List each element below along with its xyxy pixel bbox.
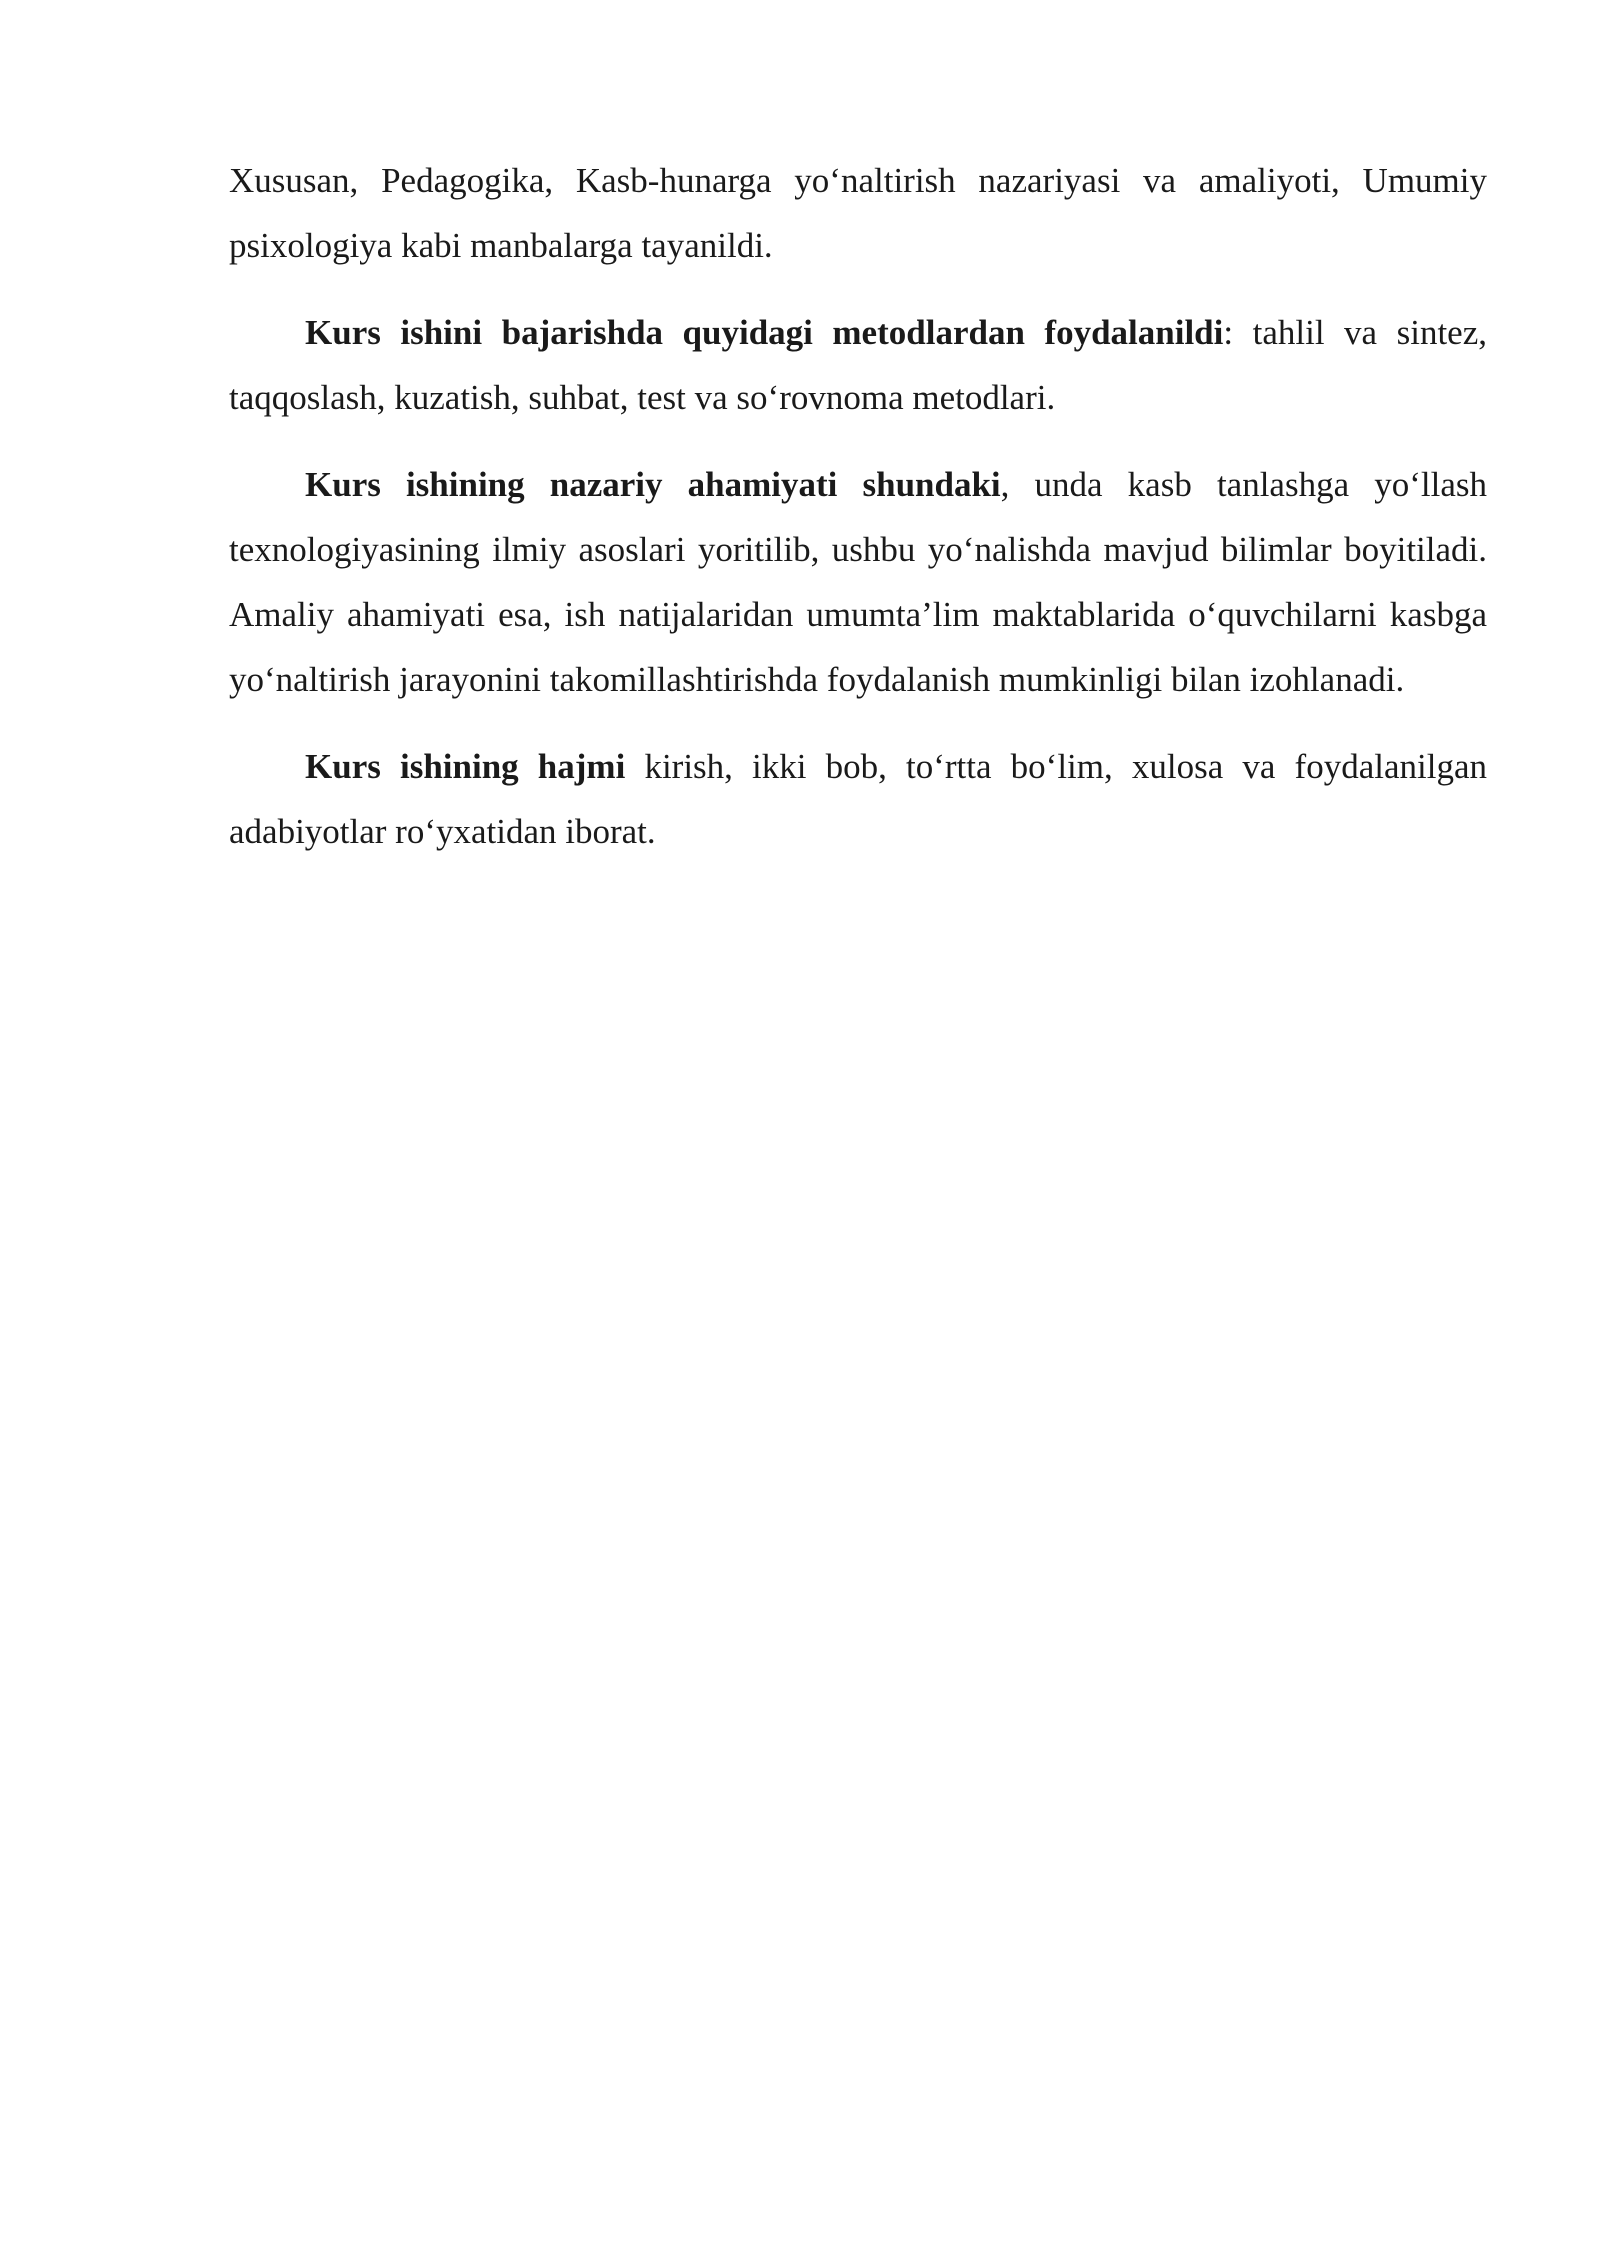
paragraph-lead: Kurs ishining nazariy ahamiyati shundaki xyxy=(305,465,1001,504)
paragraph-lead: Kurs ishini bajarishda quyidagi metodlardan foydalanildi xyxy=(305,313,1224,352)
paragraph-volume xyxy=(229,734,1487,864)
paragraph-text: : tahlil va sintez, taqqoslash, kuzatish, suhbat, test va so‘rovnoma metodlari. xyxy=(229,313,1487,417)
paragraph-text: kirish, ikki bob, to‘rtta bo‘lim, xulosa va foydalanilgan adabiyotlar ro‘yxatidan iborat. xyxy=(229,747,1487,851)
paragraph-lead: Kurs ishining hajmi xyxy=(305,747,626,786)
paragraph-significance xyxy=(229,452,1487,712)
paragraph-methods xyxy=(229,300,1487,430)
paragraph-text: Xususan, Pedagogika, Kasb-hunarga yo‘naltirish nazariyasi va amaliyoti, Umumiy psixologiya kabi manbalarga tayanildi. xyxy=(229,161,1487,265)
paragraph-sources xyxy=(229,148,1487,278)
paragraph-text: , unda kasb tanlashga yo‘llash texnologiyasining ilmiy asoslari yoritilib, ushbu yo‘nalishda mavjud bilimlar boyitiladi. Amaliy ahamiyati esa, ish natijalaridan umumta’lim maktablarida o‘quvchilarni kasbga yo‘naltirish jarayonini takomillashtirishda foydalanish mumkinligi bilan izohlanadi. xyxy=(229,465,1487,699)
document-body xyxy=(229,148,1487,886)
